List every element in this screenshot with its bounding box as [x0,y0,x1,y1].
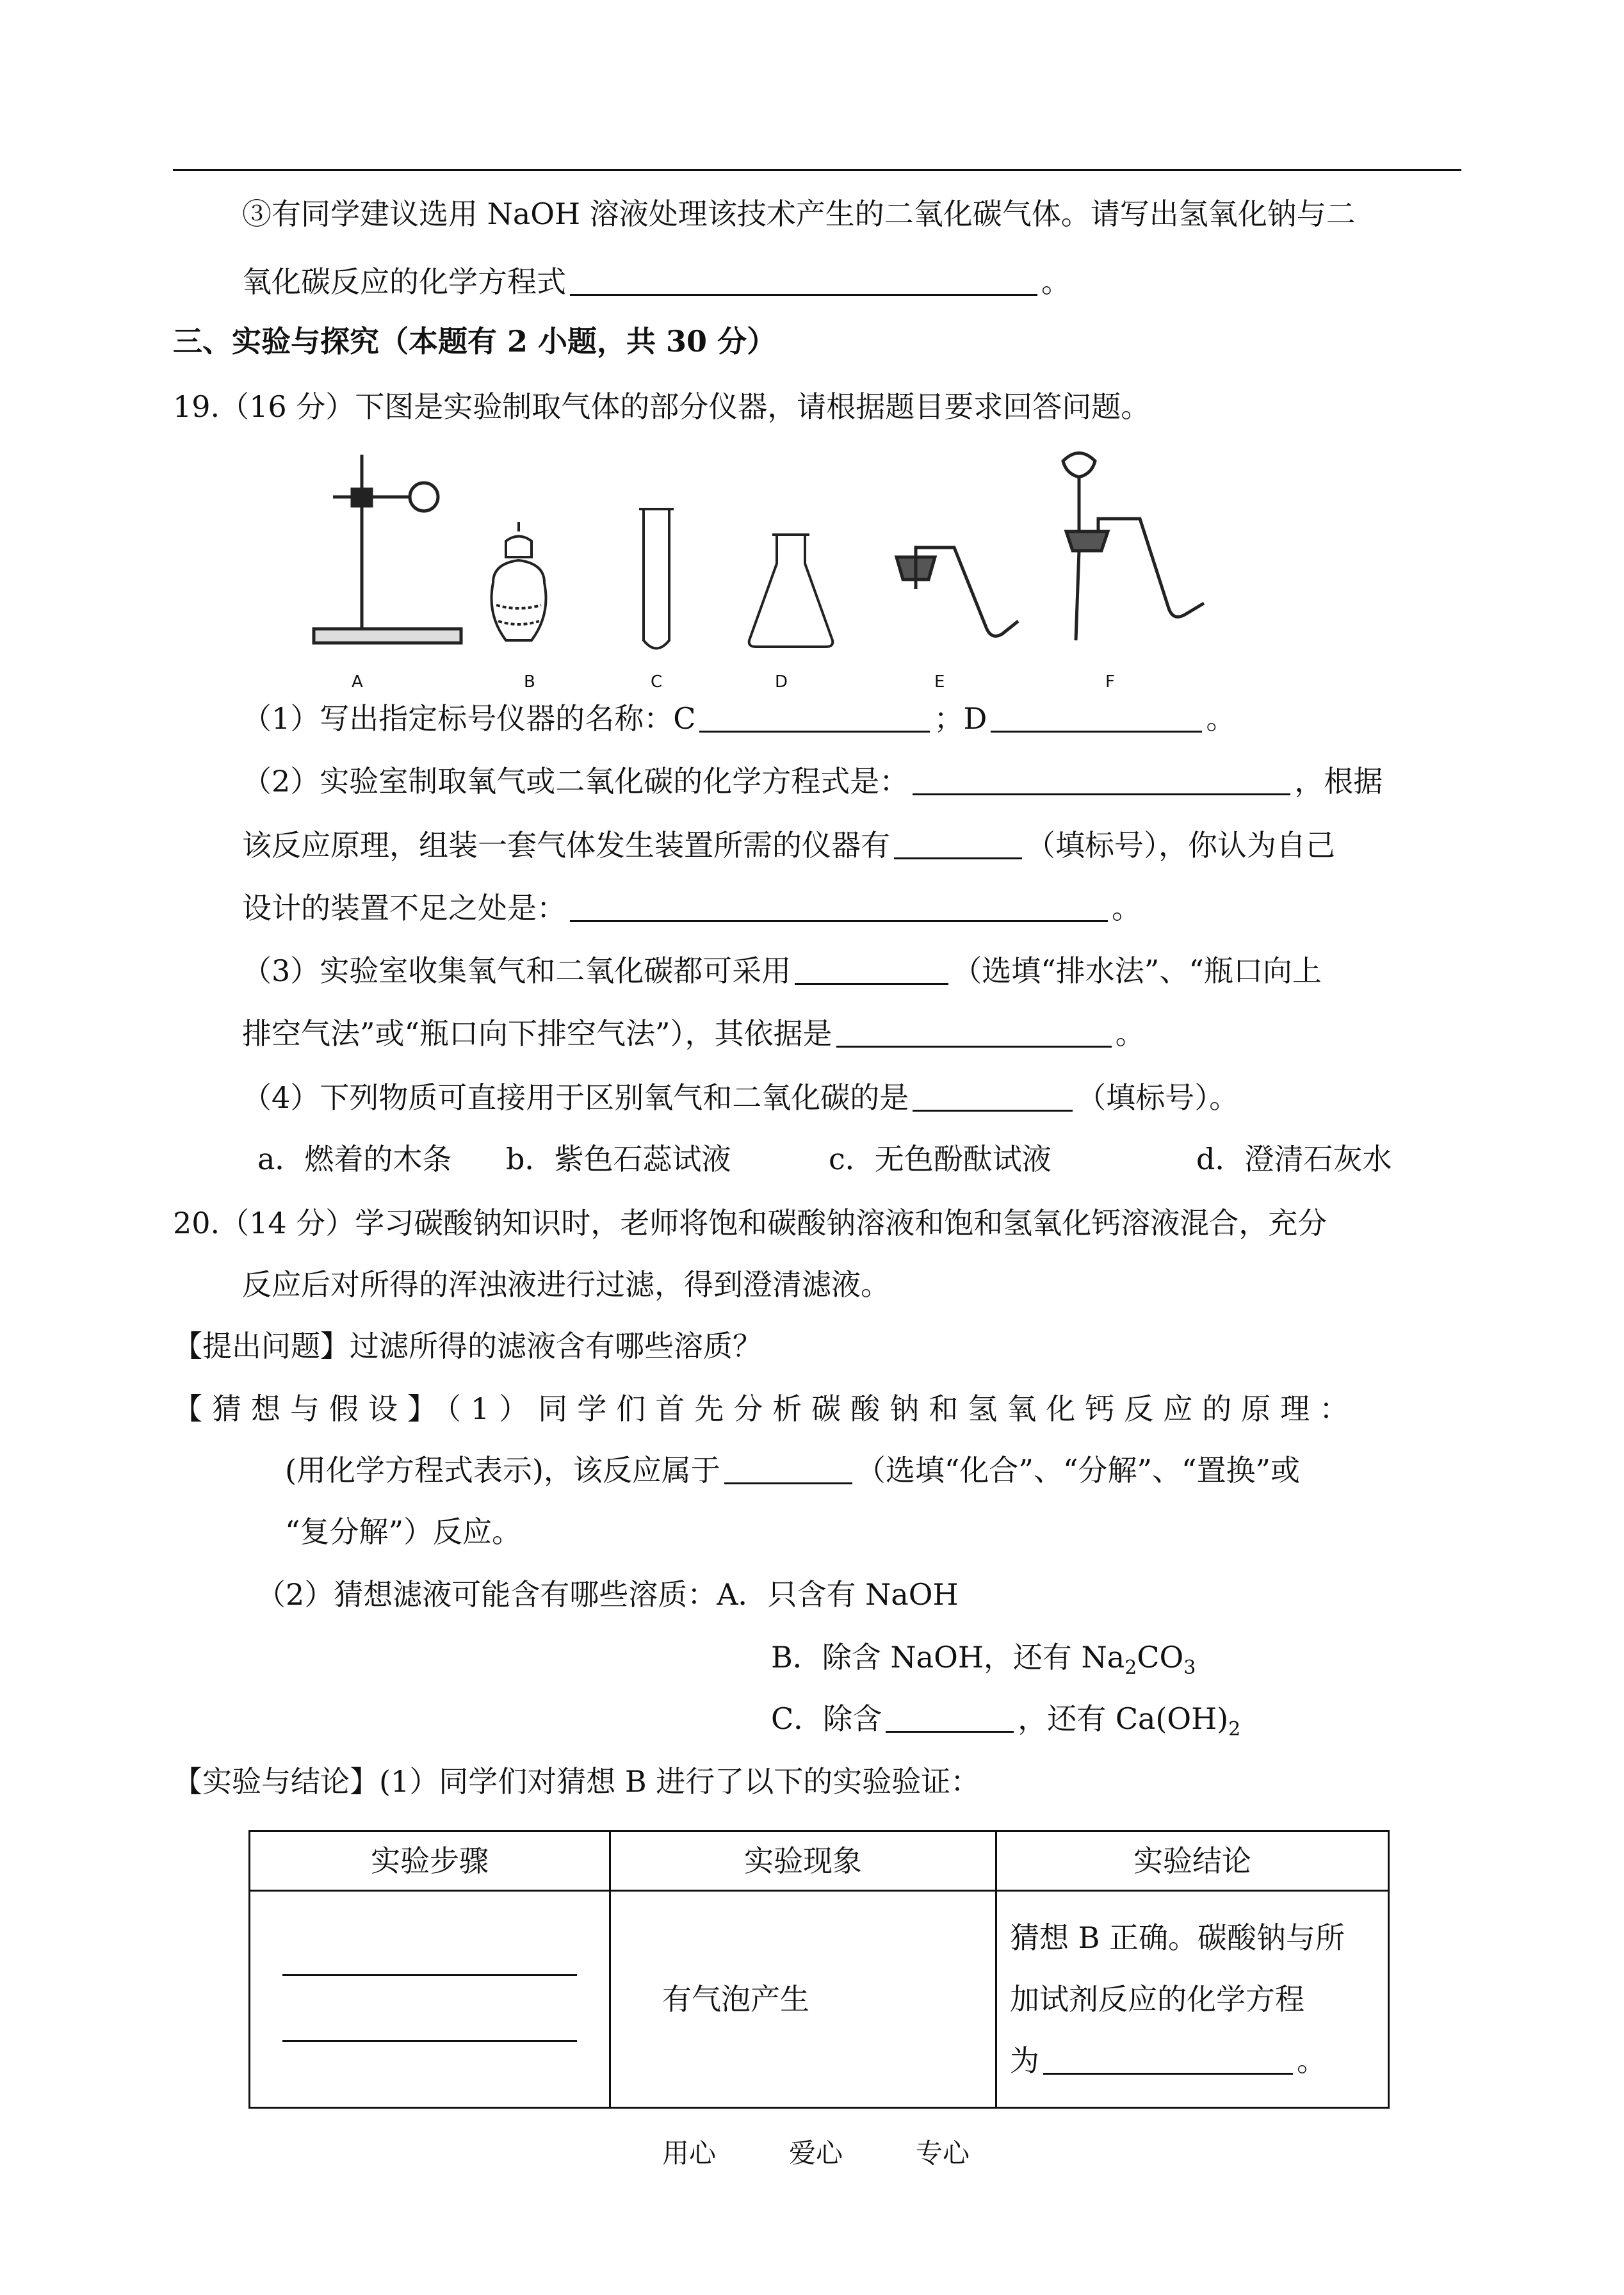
q20-line2: 反应后对所得的浑浊液进行过滤，得到澄清滤液。 [242,1267,890,1302]
answer-blank[interactable] [795,953,948,985]
answer-blank[interactable] [724,1453,852,1484]
q20-hypothesis-line1: 【猜想与假设】（1）同学们首先分析碳酸钠和氢氧化钙反应的原理： [173,1391,1359,1426]
q19-option-d: d．澄清石灰水 [1196,1142,1392,1176]
answer-blank[interactable] [282,1999,577,2042]
answer-blank[interactable] [570,264,1037,296]
q20-hypothesis-line3: “复分解”）反应。 [285,1514,522,1549]
q19-part3-line1: （3）实验室收集氧气和二氧化碳都可采用 （选填“排水法”、“瓶口向上 [242,953,1322,988]
q20-experiment-title: 【实验与结论】(1）同学们对猜想 B 进行了以下的实验验证： [173,1764,980,1799]
q19-part4: （4）下列物质可直接用于区别氧气和二氧化碳的是 （填标号）。 [242,1080,1239,1115]
q18-line2: 氧化碳反应的化学方程式 。 [242,264,1071,299]
label-c: C [651,672,663,692]
q20-hypothesis-line2: (用化学方程式表示)，该反应属于 （选填“化合”、“分解”、“置换”或 [285,1453,1301,1488]
label-a: A [352,672,363,692]
q19-part2-line2: 该反应原理，组装一套气体发生装置所需的仪器有 （填标号），你认为自己 [242,828,1335,863]
answer-blank[interactable] [570,891,1108,922]
label-d: D [775,672,788,692]
q19-part2-line1: （2）实验室制取氧气或二氧化碳的化学方程式是： ，根据 [242,764,1383,799]
stopper-tube [897,547,1018,636]
answer-blank[interactable] [699,701,930,733]
answer-blank[interactable] [894,828,1022,859]
answer-blank[interactable] [913,764,1290,795]
answer-blank[interactable] [991,701,1202,733]
q18-line1: ③有同学建议选用 NaOH 溶液处理该技术产生的二氧化碳气体。请写出氢氧化钠与二 [242,197,1356,231]
q19-part2-line3: 设计的装置不足之处是： 。 [242,891,1141,925]
phenomenon-cell: 有气泡产生 [610,1891,996,2108]
header-rule [173,169,1461,171]
experiment-table [248,1830,1390,2109]
q20-option-b: B．除含 NaOH，还有 $Na_2CO_3$ [771,1640,1196,1680]
q19-option-a: a．燃着的木条 [257,1142,452,1176]
answer-blank[interactable] [1043,2043,1293,2075]
q20-option-c: C．除含 ，还有 $Ca(OH)_2$ [771,1701,1241,1741]
q20-hypothesis2: （2）猜想滤液可能含有哪些溶质：A．只含有 NaOH [256,1577,959,1612]
answer-blank[interactable] [886,1701,1014,1733]
answer-blank[interactable] [282,1933,577,1976]
iron-stand [314,455,461,643]
label-b: B [524,672,535,692]
section-title: 三、实验与探究（本题有 2 小题，共 30 分） [173,324,777,359]
footer-text: 用心 [662,2137,717,2169]
q19-intro: 19.（16 分）下图是实验制取气体的部分仪器，请根据题目要求回答问题。 [173,389,1151,424]
label-f: F [1105,672,1115,692]
q20-line1: 20.（14 分）学习碳酸钠知识时，老师将饱和碳酸钠溶液和饱和氢氧化钙溶液混合，充分 [173,1206,1328,1240]
q19-part1: （1）写出指定标号仪器的名称：C ；D 。 [242,701,1236,736]
table-header: 实验现象 [610,1831,996,1891]
conical-flask [749,535,833,647]
footer-text: 爱心 [789,2137,843,2169]
q19-part3-line2: 排空气法”或“瓶口向下排空气法”），其依据是 。 [242,1016,1145,1051]
answer-blank[interactable] [913,1080,1073,1112]
funnel-apparatus [1063,453,1204,641]
test-tube [639,509,674,649]
conclusion-cell: 猜想 B 正确。碳酸钠与所 加试剂反应的化学方程 为 。 [996,1891,1389,2108]
alcohol-lamp [492,522,546,640]
q19-option-c: c．无色酚酞试液 [829,1142,1052,1176]
q20-question: 【提出问题】过滤所得的滤液含有哪些溶质？ [173,1329,762,1363]
apparatus-figure [307,435,1255,672]
footer-text: 专心 [916,2137,970,2169]
q19-option-b: b．紫色石蕊试液 [506,1142,731,1176]
label-e: E [934,672,945,692]
step-cell [250,1891,610,2108]
answer-blank[interactable] [836,1016,1112,1048]
table-header: 实验结论 [996,1831,1389,1891]
table-header: 实验步骤 [250,1831,610,1891]
